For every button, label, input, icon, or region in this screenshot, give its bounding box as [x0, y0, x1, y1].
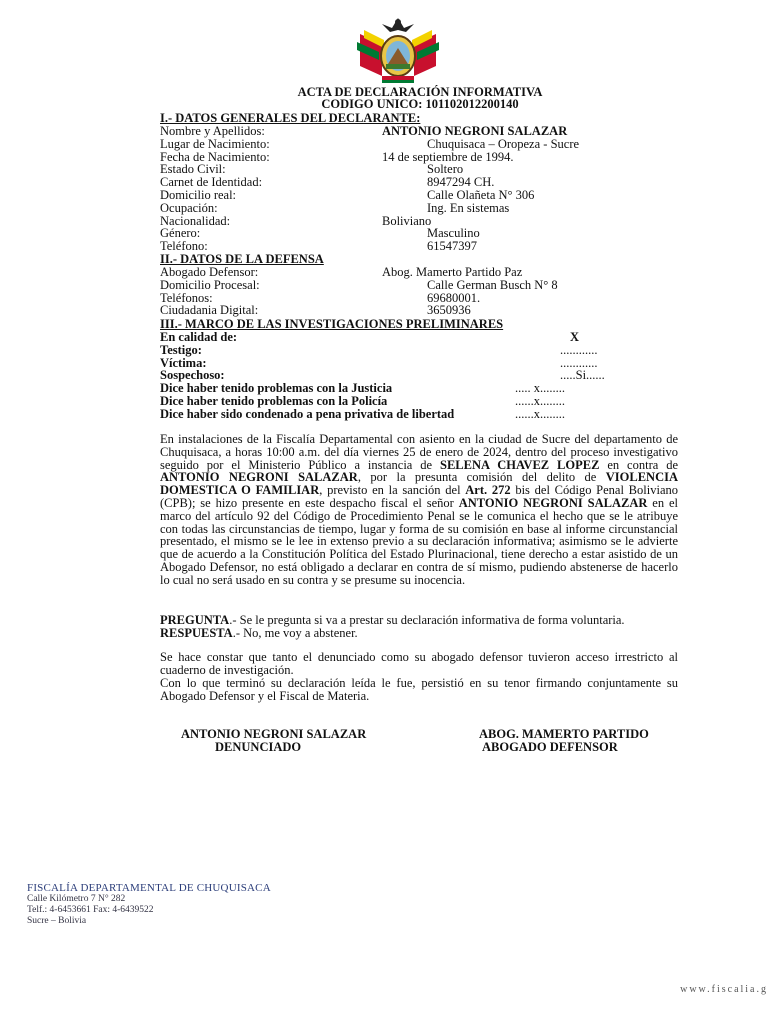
- defense-label: Teléfonos:: [160, 290, 213, 305]
- personal-value: Masculino: [427, 226, 480, 241]
- personal-value: 14 de septiembre de 1994.: [382, 149, 514, 164]
- framework-value: X: [570, 330, 580, 344]
- coat-of-arms-icon: [352, 14, 444, 86]
- framework-value: ......x........: [515, 406, 565, 421]
- defense-label: Abogado Defensor:: [160, 265, 259, 279]
- signature-left-name: ANTONIO NEGRONI SALAZAR: [181, 727, 367, 741]
- defense-label: Ciudadania Digital:: [160, 303, 259, 318]
- personal-value: Ing. En sistemas: [427, 200, 510, 215]
- personal-label: Carnet de Identidad:: [160, 175, 263, 190]
- signature-right-name: ABOG. MAMERTO PARTIDO: [479, 727, 649, 741]
- personal-value: Calle Olañeta N° 306: [427, 188, 535, 202]
- personal-label: Fecha de Nacimiento:: [160, 149, 270, 164]
- personal-value: 61547397: [427, 239, 477, 254]
- document-title: ACTA DE DECLARACIÓN INFORMATIVA: [297, 85, 543, 99]
- framework-label: Dice haber tenido problemas con la Justicia: [160, 381, 393, 396]
- personal-row: [160, 227, 680, 240]
- personal-row: [160, 176, 680, 189]
- footer-website: www.fiscalia.g: [680, 984, 768, 995]
- defense-value: 69680001.: [427, 290, 481, 305]
- personal-row: [160, 202, 680, 215]
- personal-label: Teléfono:: [160, 239, 208, 254]
- section-framework-heading: III.- MARCO DE LAS INVESTIGACIONES PRELIMINARES: [160, 317, 504, 331]
- footer-org: FISCALÍA DEPARTAMENTAL DE CHUQUISACA: [27, 882, 271, 894]
- personal-row: [160, 215, 680, 228]
- defense-row: [160, 304, 680, 317]
- defense-value: Abog. Mamerto Partido Paz: [382, 265, 523, 279]
- answer-line: RESPUESTA.- No, me voy a abstener.: [160, 626, 358, 640]
- personal-label: Domicilio real:: [160, 188, 237, 202]
- framework-row: [160, 331, 680, 344]
- framework-label: Testigo:: [160, 342, 202, 357]
- personal-value: Chuquisaca – Oropeza - Sucre: [427, 136, 580, 151]
- framework-label: Sospechoso:: [160, 368, 225, 383]
- personal-label: Nombre y Apellidos:: [160, 124, 265, 138]
- personal-label: Nacionalidad:: [160, 213, 231, 228]
- signature-left-role: DENUNCIADO: [215, 740, 302, 754]
- framework-value: .....Si......: [560, 368, 605, 383]
- framework-row: [160, 344, 680, 357]
- unique-code: CODIGO UNICO: 101102012200140: [321, 97, 519, 111]
- personal-label: Estado Civil:: [160, 162, 226, 177]
- access-paragraph: Se hace constar que tanto el denunciado como su abogado defensor tuvieron acceso irrestricto al cuaderno de investigación.: [160, 650, 678, 677]
- framework-value: ......x........: [515, 394, 565, 408]
- personal-value: Boliviano: [382, 213, 432, 228]
- framework-label: Víctima:: [160, 355, 207, 370]
- defense-value: 3650936: [427, 303, 471, 318]
- personal-value: Soltero: [427, 162, 464, 177]
- personal-row: [160, 138, 680, 151]
- personal-value: 8947294 CH.: [427, 175, 495, 190]
- closing-paragraph: Con lo que terminó su declaración leída le fue, persistió en su tenor firmando conjuntamente su Abogado Defensor y el Fiscal de Materia.: [160, 676, 678, 703]
- framework-label: Dice haber sido condenado a pena privativa de libertad: [160, 406, 455, 421]
- defense-row: [160, 279, 680, 292]
- framework-label: Dice haber tenido problemas con la Policía: [160, 394, 388, 408]
- footer-phones: Telf.: 4-6453661 Fax: 4-6439522: [27, 905, 154, 915]
- framework-label: En calidad de:: [160, 330, 238, 344]
- framework-row: [160, 408, 680, 421]
- footer-block: [27, 882, 271, 927]
- framework-value: ............: [560, 355, 598, 370]
- footer-address: Calle Kilómetro 7 N° 282: [27, 894, 126, 904]
- personal-label: Género:: [160, 226, 201, 241]
- footer-city: Sucre – Bolivia: [27, 916, 87, 926]
- personal-value: ANTONIO NEGRONI SALAZAR: [382, 124, 568, 138]
- section-defense-heading: II.- DATOS DE LA DEFENSA: [160, 252, 324, 266]
- defense-label: Domicilio Procesal:: [160, 277, 260, 292]
- personal-row: [160, 189, 680, 202]
- framework-value: ............: [560, 342, 598, 357]
- defense-value: Calle German Busch N° 8: [427, 277, 558, 292]
- question-line: PREGUNTA.- Se le pregunta si va a prestar su declaración informativa de forma voluntaria.: [160, 613, 625, 627]
- section-personal-heading: I.- DATOS GENERALES DEL DECLARANTE:: [160, 111, 421, 125]
- personal-label: Ocupación:: [160, 200, 218, 215]
- personal-row: [160, 151, 680, 164]
- personal-label: Lugar de Nacimiento:: [160, 136, 270, 151]
- main-paragraph: En instalaciones de la Fiscalía Departamental con asiento en la ciudad de Sucre del departamento de Chuquisaca, a horas 10:00 a.m. del día viernes 25 de enero de 2024, dentro del proceso investigativo seguido por el Ministerio Público a instancia de SELENA CHAVEZ LOPEZ en contra de ANTONIO NEGRONI SALAZAR, por la presunta comisión del delito de VIOLENCIA DOMESTICA O FAMILIAR, previsto en la sanción del Art. 272 bis del Código Penal Boliviano (CPB); se hizo presente en este despacho fiscal el señor ANTONIO NEGRONI SALAZAR en el marco del artículo 92 del Código de Procedimiento Penal se le comunica el hecho que se le atribuye con todas las circunstancias de tiempo, lugar y forma de su comisión en base al informe circunstancial presentado, el mismo se le lee in extenso previo a su declaración informativa; asimismo se le advierte que de acuerdo a la Constitución Política del Estado Plurinacional, tiene derecho a estar asistido de un Abogado Defensor, no está obligado a declarar en contra de sí mismo, pudiendo abstenerse de hacerlo lo cual no será usado en su contra y se presume su inocencia.: [160, 432, 679, 587]
- framework-value: ..... x........: [515, 381, 565, 396]
- signature-right-role: ABOGADO DEFENSOR: [482, 740, 618, 754]
